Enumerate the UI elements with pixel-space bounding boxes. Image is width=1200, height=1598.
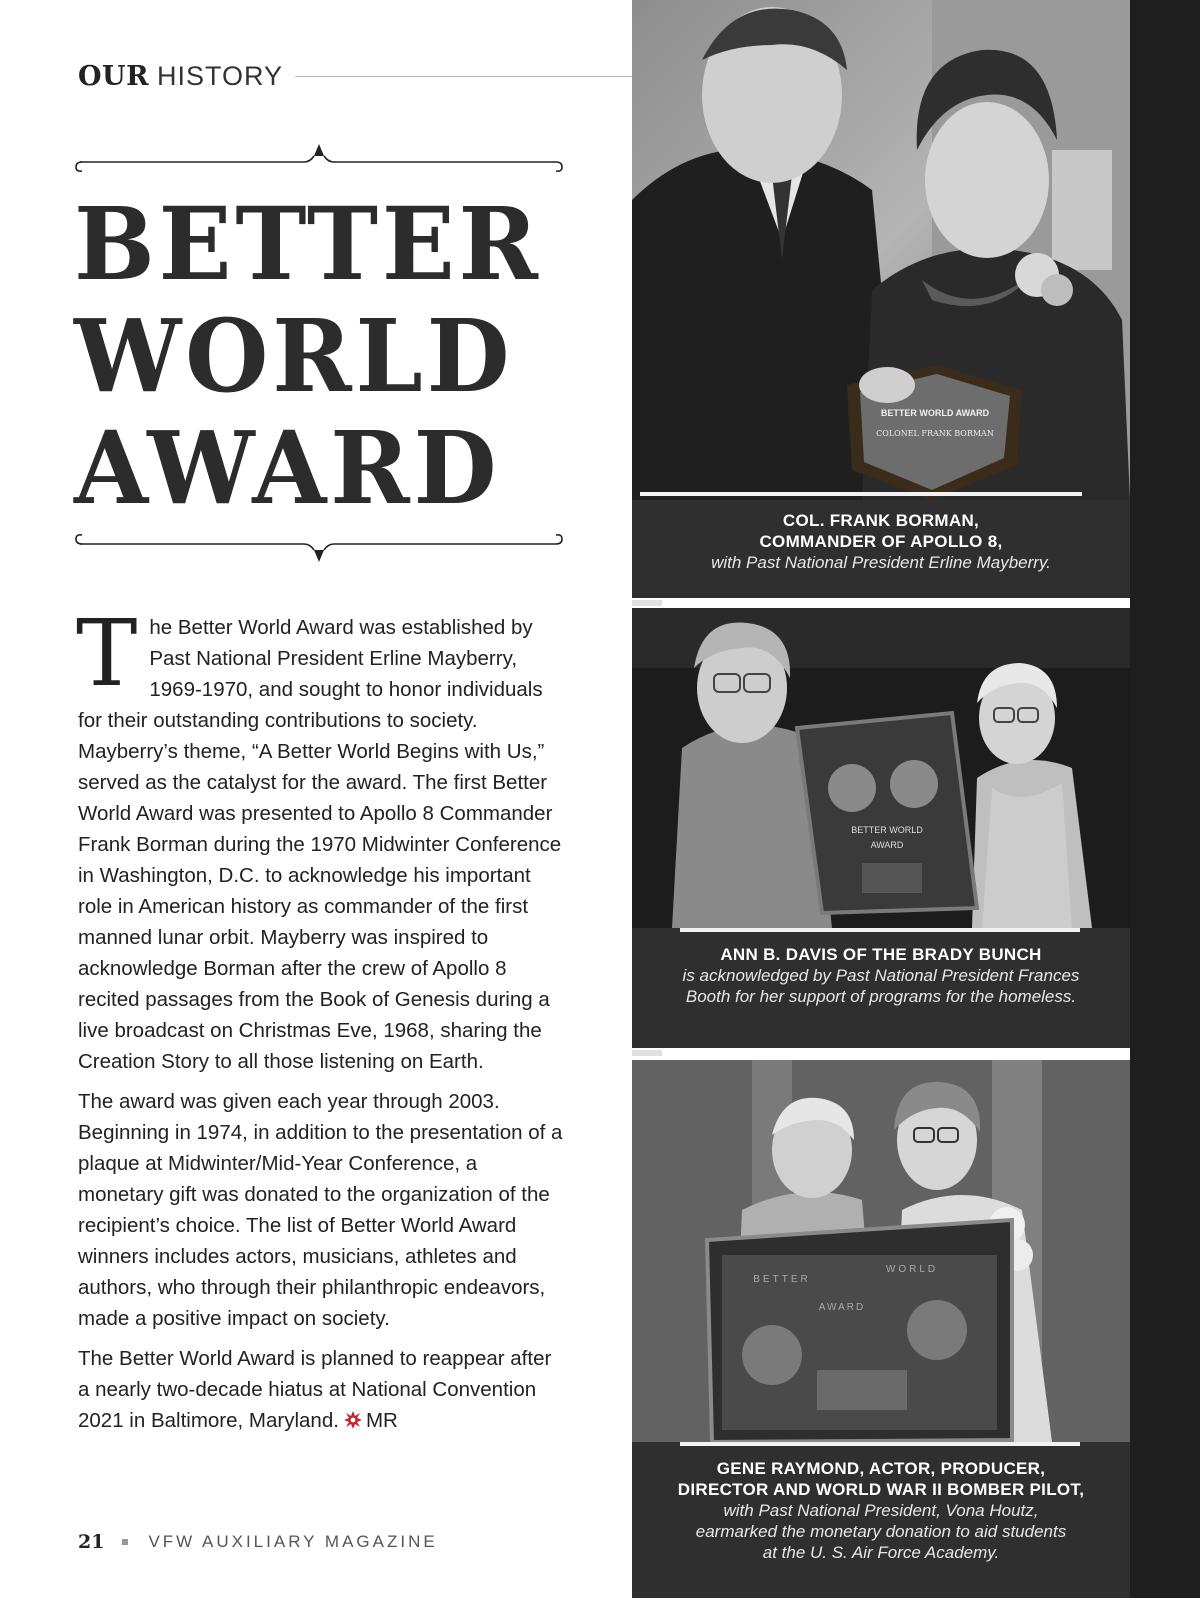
plaque-text-2b: AWARD	[870, 840, 904, 850]
magazine-name: VFW AUXILIARY MAGAZINE	[148, 1532, 438, 1551]
plaque-text-2a: BETTER WORLD	[851, 825, 923, 835]
plaque-text-3c: AWARD	[818, 1302, 866, 1313]
photo-caption-2	[632, 944, 1130, 1007]
caption-3-bold-1: GENE RAYMOND, ACTOR, PRODUCER,	[716, 1459, 1046, 1478]
author-initials: MR	[365, 1409, 398, 1432]
caption-rule-2	[680, 928, 1080, 932]
caption-2-bold-1: ANN B. DAVIS OF THE BRADY BUNCH	[720, 945, 1042, 964]
caption-2-italic-2: Booth for her support of programs for the homeless.	[685, 987, 1077, 1006]
photo-caption-3	[632, 1458, 1130, 1563]
section-rule	[295, 76, 638, 77]
caption-3-italic-2: earmarked the monetary donation to aid students	[695, 1522, 1067, 1541]
photo-gene-raymond	[632, 1060, 1130, 1442]
footer-separator	[122, 1539, 128, 1545]
vfw-cross-icon	[343, 1410, 363, 1430]
paragraph-3	[78, 1343, 568, 1436]
caption-rule-3	[680, 1442, 1080, 1446]
plaque-text-3a: BETTER	[753, 1274, 811, 1285]
photo-ann-davis	[632, 608, 1130, 928]
article-body	[76, 600, 568, 1445]
caption-2-italic-1: is acknowledged by Past National President Frances	[682, 966, 1080, 985]
page-number: 21	[78, 1531, 105, 1553]
photo-panel-1	[632, 0, 1130, 598]
page-footer	[78, 1530, 438, 1554]
caption-rule-1	[640, 492, 1082, 496]
plaque-name-1: COLONEL FRANK BORMAN	[876, 429, 994, 438]
caption-1-bold-2: COMMANDER OF APOLLO 8,	[759, 532, 1003, 551]
caption-1-italic-1: with Past National President Erline Mayberry.	[711, 553, 1051, 572]
title-line-2: WORLD	[74, 297, 514, 415]
article-title	[74, 185, 574, 527]
caption-3-bold-2: DIRECTOR AND WORLD WAR II BOMBER PILOT,	[677, 1480, 1085, 1499]
photo-panel-2	[632, 608, 1130, 1048]
paragraph-3-text: The Better World Award is planned to reappear after a nearly two-decade hiatus at National Convention 2021 in Baltimore, Maryland.	[78, 1347, 552, 1432]
page-edge-dark-band	[1130, 0, 1200, 1598]
paragraph-1	[76, 600, 568, 1077]
ornament-top-icon	[74, 134, 564, 174]
photo-borman-mayberry	[632, 0, 1130, 500]
caption-3-italic-3: at the U. S. Air Force Academy.	[762, 1543, 1000, 1562]
title-line-1: BETTER	[74, 185, 542, 303]
paragraph-2: The award was given each year through 2003. Beginning in 1974, in addition to the presentation of a plaque at Midwinter/Mid-Year Conference, a monetary gift was donated to the organization of the recipient’s choice. The list of Better World Award winners includes actors, musicians, athletes and authors, who through their philanthropic endeavors, made a positive impact on society.	[78, 1090, 563, 1330]
plaque-text-1: BETTER WORLD AWARD	[880, 408, 990, 418]
title-line-3: AWARD	[74, 409, 501, 527]
section-header	[78, 56, 638, 96]
caption-3-italic-1: with Past National President, Vona Houtz,	[723, 1501, 1039, 1520]
panel-tab-2	[632, 1050, 662, 1056]
photo-panel-3	[632, 1060, 1130, 1598]
panel-tab-1	[632, 600, 662, 606]
section-label-history: HISTORY	[157, 60, 284, 91]
ornament-bottom-icon	[74, 532, 564, 572]
section-label-our: OUR	[78, 60, 150, 92]
paragraph-1-text: he Better World Award was established by Past National President Erline Mayberry, 1969-1970, and sought to honor individuals for their outstanding contributions to society. Mayberry’s theme, “A Better World Begins with Us,” served as the catalyst for the award. The first Better World Award was presented to Apollo 8 Commander Frank Borman during the 1970 Midwinter Conference in Washington, D.C. to acknowledge his important role in American history as commander of the first manned lunar orbit. Mayberry was inspired to acknowledge Borman after the crew of Apollo 8 recited passages from the Book of Genesis during a live broadcast on Christmas Eve, 1968, sharing the Creation Story to all those listening on Earth.	[78, 616, 562, 1073]
drop-cap: T	[76, 600, 138, 707]
photo-caption-1	[632, 510, 1130, 573]
caption-1-bold-1: COL. FRANK BORMAN,	[782, 511, 980, 530]
plaque-text-3b: WORLD	[885, 1264, 939, 1275]
